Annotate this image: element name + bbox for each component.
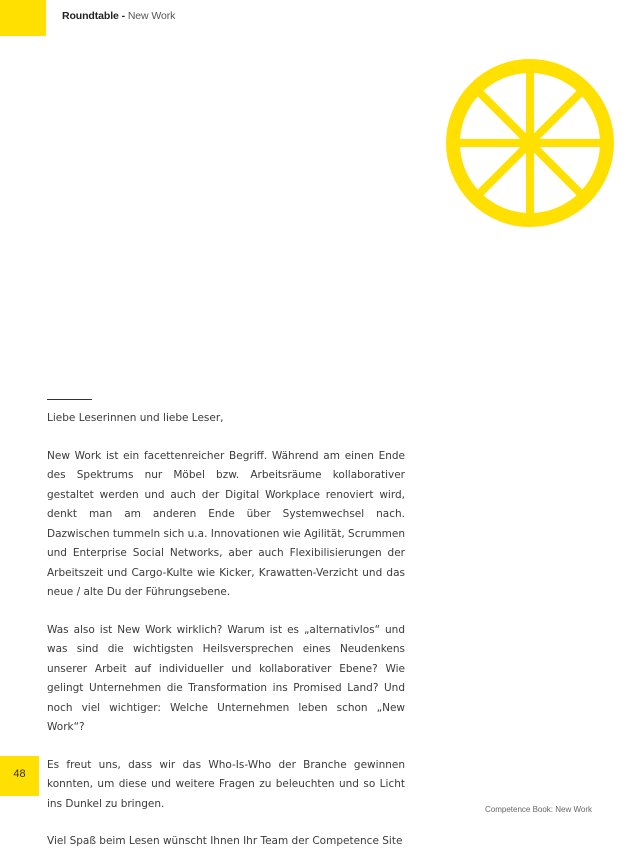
wheel-icon xyxy=(445,58,615,228)
editorial-letter xyxy=(47,409,405,852)
running-footer: Competence Book: New Work xyxy=(484,805,592,814)
running-header xyxy=(62,10,175,22)
header-topic: New Work xyxy=(127,10,176,22)
divider-rule xyxy=(47,399,92,400)
paragraph-2: Was also ist New Work wirklich? Warum ist es „alternativlos“ und was sind die wichtigsten Heilsversprechen eines Neudenkens unserer Arbeit auf individueller und kollaborativer Ebene? Wie gelingt Unternehmen die Transformation ins Promised Land? Und noch viel wichtiger: Welche Unternehmen leben schon „New Work“? xyxy=(47,623,405,733)
header-accent-block xyxy=(0,0,46,36)
header-section: Roundtable xyxy=(62,10,119,22)
closing-line: Viel Spaß beim Lesen wünscht Ihnen Ihr Team der Competence Site xyxy=(47,835,403,847)
salutation: Liebe Leserinnen und liebe Leser, xyxy=(47,412,224,424)
header-separator: - xyxy=(121,10,125,22)
paragraph-3: Es freut uns, dass wir das Who-Is-Who der Branche gewinnen konnten, um diese und weitere Fragen zu beleuchten und so Licht ins Dunkel zu bringen. xyxy=(47,758,405,810)
paragraph-1: New Work ist ein facettenreicher Begriff. Während am einen Ende des Spektrums nur Möbel bzw. Arbeitsräume kollaborativer gestaltet werden und auch der Digital Workplace renoviert wird, denkt man am anderen Ende über Systemwechsel nach. Dazwischen tummeln sich u.a. Innovationen wie Agilität, Scrummen und Enterprise Social Networks, aber auch Flexibilisierungen der Arbeitszeit und Cargo-Kulte wie Kicker, Krawatten-Verzicht und das neue / alte Du der Führungsebene. xyxy=(47,449,406,598)
page-number: 48 xyxy=(13,768,26,780)
